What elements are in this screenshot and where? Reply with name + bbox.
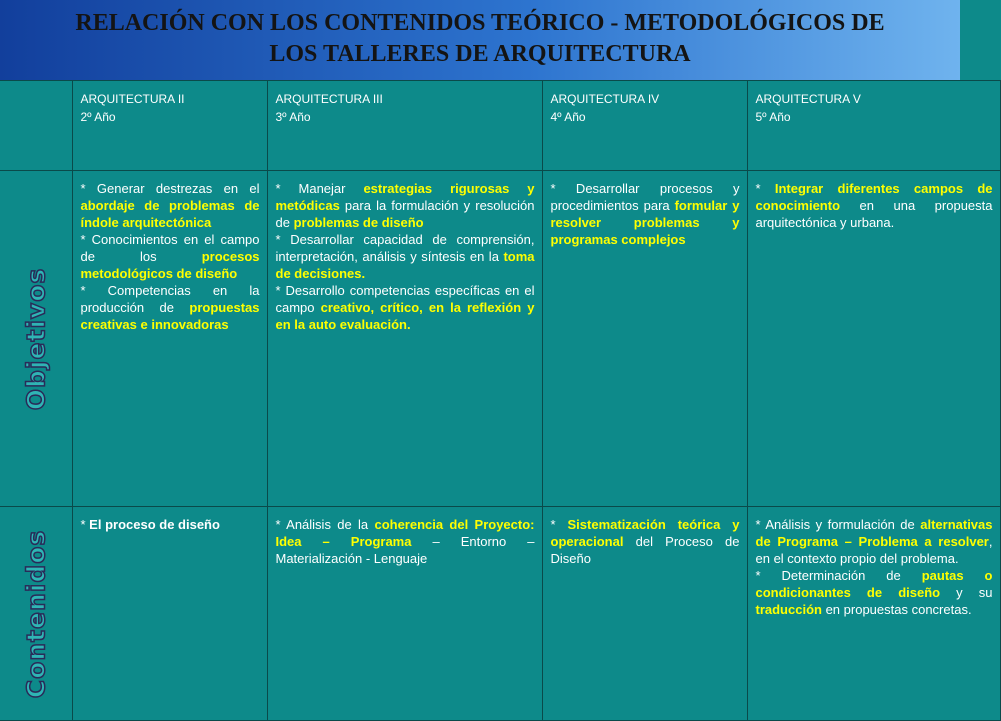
highlighted-text: procesos metodológicos de diseño (80, 249, 260, 281)
cell-text: del Proceso de Diseño (550, 534, 740, 566)
column-header: ARQUITECTURA IV 4º Año (542, 81, 747, 171)
highlighted-text: traducción (755, 602, 822, 617)
table-cell (267, 507, 542, 721)
cell-text: * (755, 181, 775, 196)
cell-text: * (80, 517, 90, 532)
highlighted-text: pautas o condicionantes de diseño (755, 568, 993, 600)
header-row (0, 81, 1000, 171)
table-row (0, 171, 1000, 507)
column-header: ARQUITECTURA III 3º Año (267, 81, 542, 171)
column-header: ARQUITECTURA V 5º Año (747, 81, 1000, 171)
row-label-cell (0, 171, 72, 507)
table-cell (747, 507, 1000, 721)
cell-text: * Manejar (275, 181, 364, 196)
row-label-objetivos: Objetivos (21, 267, 51, 410)
cell-text: * Desarrollo competencias específicas en el campo (275, 283, 535, 315)
bold-text: El proceso de diseño (89, 517, 220, 532)
cell-text: * Determinación de (755, 568, 922, 583)
table-cell (542, 507, 747, 721)
highlighted-text: estrategias rigurosas y metódicas (275, 181, 535, 213)
row-label-contenidos: Contenidos (21, 529, 51, 698)
highlighted-text: toma de decisiones. (275, 249, 535, 281)
content-table (0, 80, 1001, 721)
highlighted-text: alternativas de Programa – Problema a resolver (755, 517, 993, 549)
corner-cell (0, 81, 72, 171)
column-header: ARQUITECTURA II 2º Año (72, 81, 267, 171)
highlighted-text: propuestas creativas e innovadoras (80, 300, 260, 332)
cell-text: en una propuesta arquitectónica y urbana. (755, 198, 993, 230)
cell-text: * Conocimientos en el campo de los (80, 232, 260, 264)
highlighted-text: abordaje de problemas de índole arquitectónica (80, 198, 260, 230)
table-cell (542, 171, 747, 507)
cell-text: * Desarrollar procesos y procedimientos para (550, 181, 740, 213)
title-banner (0, 0, 960, 80)
highlighted-text: formular y resolver problemas y programas complejos (550, 198, 740, 247)
table-cell (72, 171, 267, 507)
table-cell (267, 171, 542, 507)
table-cell (72, 507, 267, 721)
page-title (10, 8, 950, 70)
table-cell (747, 171, 1000, 507)
highlighted-text: problemas de diseño (293, 215, 424, 230)
cell-text: – Entorno – Materialización - Lenguaje (275, 534, 535, 566)
highlighted-text: creativo, crítico, en la reflexión y en la auto evaluación. (275, 300, 535, 332)
table-row (0, 507, 1000, 721)
cell-text: * Desarrollar capacidad de comprensión, interpretación, análisis y síntesis en la (275, 232, 535, 264)
highlighted-text: Integrar diferentes campos de conocimiento (755, 181, 993, 213)
cell-text: * Generar destrezas en el (80, 181, 260, 196)
title-line-1: RELACIÓN CON LOS CONTENIDOS TEÓRICO - METODOLÓGICOS DE (75, 10, 885, 36)
cell-text: , en el contexto propio del problema. (755, 534, 993, 566)
highlighted-text: coherencia del Proyecto: Idea – Programa (275, 517, 535, 549)
row-label-cell (0, 507, 72, 721)
cell-text: * Análisis y formulación de (755, 517, 921, 532)
cell-text: y su (940, 585, 993, 600)
cell-text: * Competencias en la producción de (80, 283, 260, 315)
cell-text: * Análisis de la (275, 517, 375, 532)
cell-text: para la formulación y resolución de (275, 198, 535, 230)
title-line-2: LOS TALLERES DE ARQUITECTURA (269, 41, 691, 67)
cell-text: en propuestas concretas. (821, 602, 972, 617)
highlighted-text: Sistematización teórica y operacional (550, 517, 740, 549)
cell-text: * (550, 517, 568, 532)
